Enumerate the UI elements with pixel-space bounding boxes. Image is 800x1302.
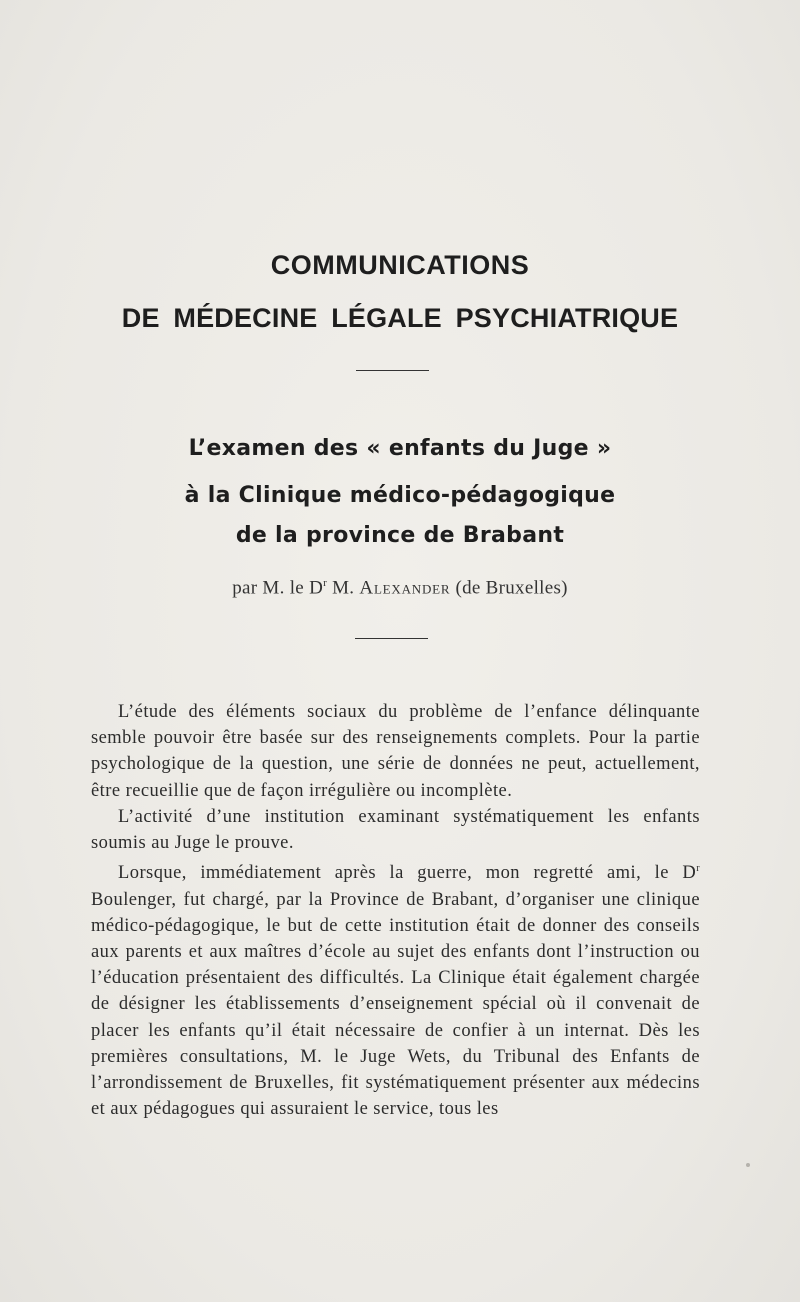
paragraph-3-part-a: Lorsque, immédiatement après la guerre, mon regretté ami, le D xyxy=(118,863,697,884)
byline-middle: M. xyxy=(327,577,360,599)
author-byline xyxy=(0,577,800,599)
article-title-line3: de la province de Brabant xyxy=(235,523,565,548)
paragraph-3-degree: r xyxy=(696,863,700,875)
divider-rule xyxy=(355,638,428,639)
author-name: Alexander xyxy=(359,577,451,599)
paragraph-1: L’étude des éléments sociaux du problème de l’enfance délinquante semble pouvoir être basée sur des renseignements complets. Pour la partie psychologique de la question, une série de données ne peut, actuellement, être recueillie que de façon irrégulière ou incomplète. xyxy=(91,702,700,801)
byline-degree: r xyxy=(323,577,328,589)
article-body xyxy=(91,699,700,1122)
byline-suffix: (de Bruxelles) xyxy=(450,577,568,599)
paragraph-3-part-b: Boulenger, fut chargé, par la Province de Brabant, d’organiser une clinique médico-pédagogique, le but de cette institution était de donner des conseils aux parents et aux maîtres d’école au sujet des enfants dont l’instruction ou l’éducation présentaient des difficultés. La Clinique était également chargée de désigner les établissements d’enseignement spécial où il convenait de placer les enfants qu’il était nécessaire de confier à un internat. Dès les premières consultations, M. le Juge Wets, du Tribunal des Enfants de l’arrondissement de Bruxelles, fit systématiquement présenter aux médecins et aux pédagogues qui assuraient le service, tous les xyxy=(91,889,700,1120)
divider-rule xyxy=(356,370,429,371)
section-heading-line1: COMMUNICATIONS xyxy=(270,250,530,280)
paragraph-2: L’activité d’une institution examinant systématiquement les enfants soumis au Juge le prouve. xyxy=(91,806,700,854)
section-heading-line2: DE MÉDECINE LÉGALE PSYCHIATRIQUE xyxy=(121,303,679,333)
byline-prefix: par M. le D xyxy=(232,577,324,599)
article-title-line1: L’examen des « enfants du Juge » xyxy=(188,436,612,461)
paper-speck xyxy=(746,1163,750,1167)
paragraph-3 xyxy=(91,856,700,1122)
article-title-line2: à la Clinique médico-pédagogique xyxy=(184,483,616,508)
